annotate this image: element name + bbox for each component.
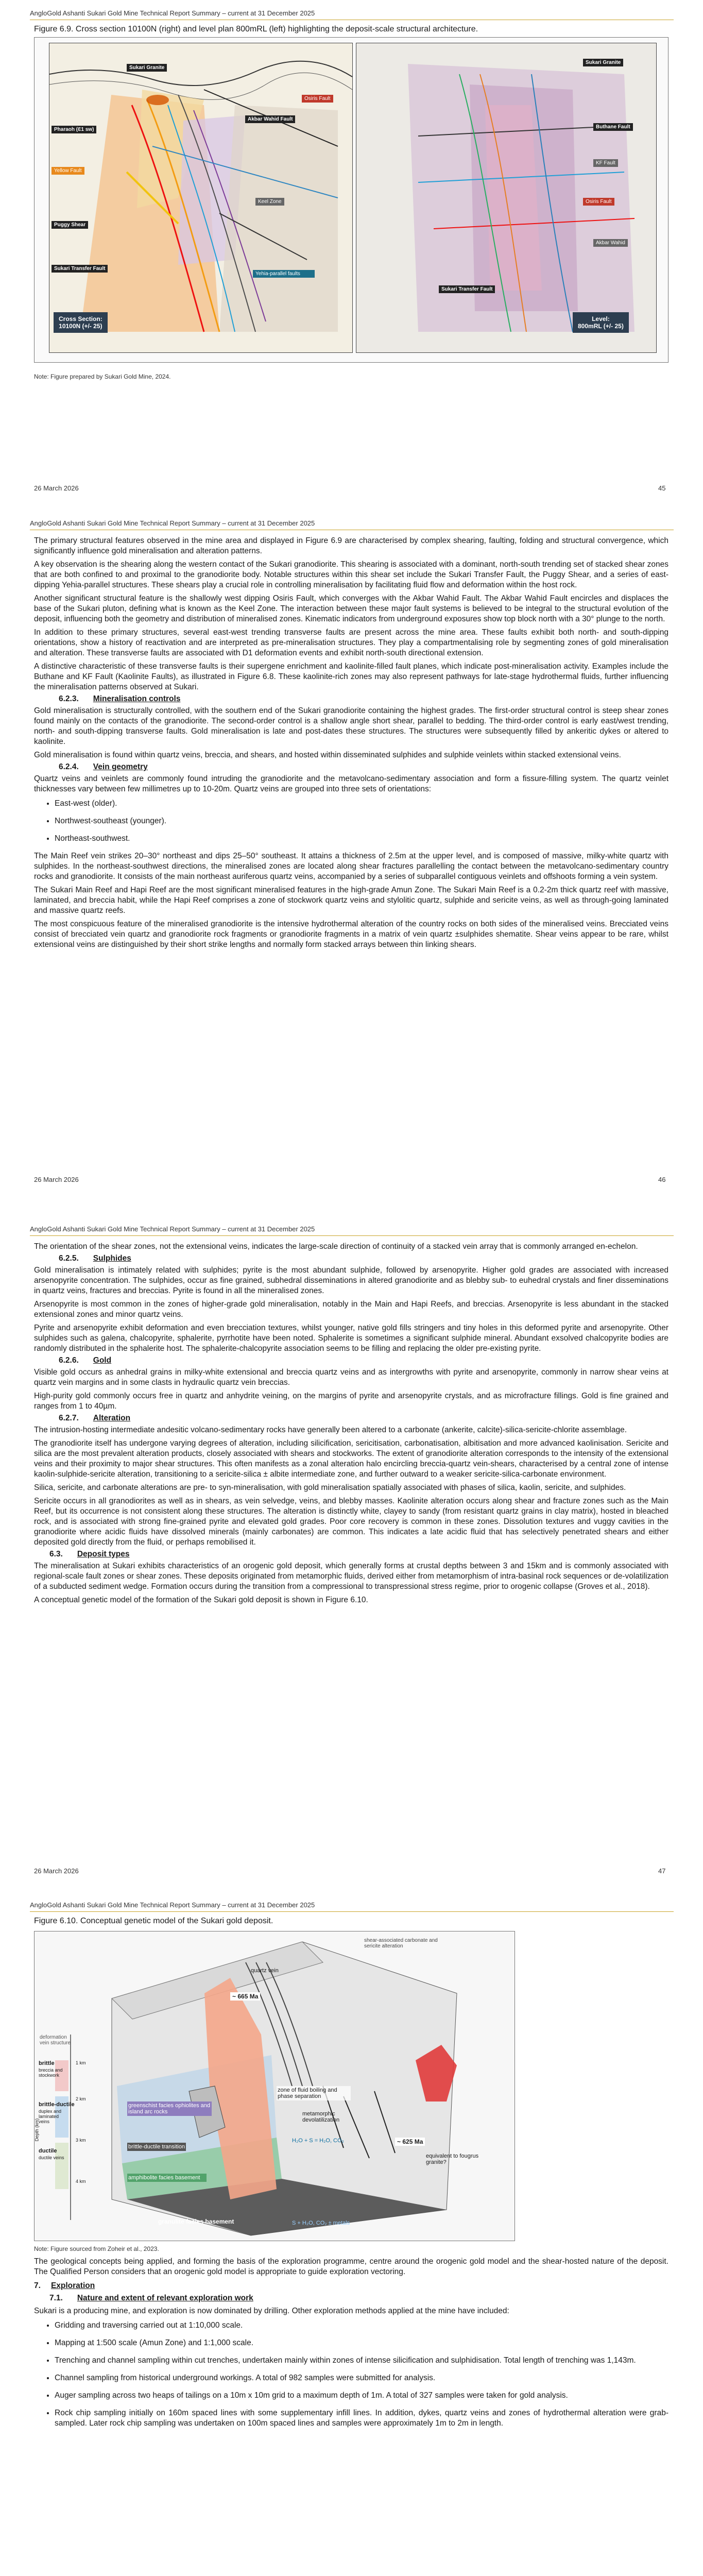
page-46-body [34,536,668,950]
section-title: Deposit types [77,1550,130,1558]
section-id: 10100N (+/- 25) [59,323,102,330]
label-keel-zone: Keel Zone [255,198,284,206]
level-badge [573,312,629,333]
paragraph: A conceptual genetic model of the formation of the Sukari gold deposit is shown in Figure 6.10. [34,1596,368,1604]
list-item: • East-west (older). [55,799,668,809]
list-item: • Auger sampling across two heaps of tailings on a 10m x 10m grid to a maximum depth of 1m. A total of 327 samples were taken for gold analysis. [55,2391,668,2401]
label-fougrus: equivalent to fougrus granite? [426,2153,479,2165]
label-pharaoh: Pharaoh (Ɛ1 sw) [52,126,96,133]
section-number: 7.1. [49,2294,63,2302]
paragraph: Visible gold occurs as anhedral grains in milky-white extensional and breccia quartz veins and as intergrowths with pyrite and arsenopyrite, commonly in narrow shear veins at quartz vein margins and in some clasts in hydraulic quartz vein breccias. [34,1368,668,1387]
label-devolatilization: metamorphic devolatilization [302,2111,340,2123]
section-number: 6.2.3. [59,694,79,703]
label-kf-fault: KF Fault [593,159,618,167]
paragraph: Arsenopyrite is most common in the zones of higher-grade gold mineralisation, notably in the Main and Hapi Reefs, and breccias. Arsenopyrite is less abundant in the stacked extensional zones and minor quartz veins. [34,1300,668,1319]
label-plan-osiris: Osiris Fault [583,198,614,206]
footer-date: 26 March 2026 [34,1867,79,1875]
paragraph: Another significant structural feature is the shallowly west dipping Osiris Fault, which converges with the Akbar Wahid Fault. The Akbar Wahid Fault encircles and displaces the base of the Sukari pluton, defining what is known as the Keel Zone. The interaction between these major fault systems is believed to be integral to the structural evolution of the deposit, influencing both the geometry and distribution of mineralised zones. Kinematic indicators from underground exposures show top block north with a 30° plunge to the north. [34,594,668,623]
section-6-2-6-heading [59,1356,668,1365]
paragraph: The Sukari Main Reef and Hapi Reef are the most significant mineralised features in the high-grade Amun Zone. The Sukari Main Reef is a 0.2-2m thick quartz reef with massive, laminated, and breccia habit, while the Hapi Reef comprises a zone of stockwork quartz veins and stylolitic quartz, sulphide and sericite veins, as well as through-going laminated and massive quartz reefs. [34,886,668,915]
label-akbar-wahid: Akbar Wahid Fault [245,115,295,123]
list-item: • Gridding and traversing carried out at 1:10,000 scale. [55,2320,668,2331]
label-quartz-vein: quartz vein [251,1968,279,1974]
figure-6-9-caption: Figure 6.9. Cross section 10100N (right) and level plan 800mRL (left) highlighting the deposit-scale structural architecture. [34,25,478,33]
section-title: Sulphides [93,1254,131,1263]
section-6-2-7-heading [59,1414,668,1423]
header-rule [30,1911,674,1912]
genetic-model-graphic [35,1931,515,2241]
section-title: Exploration [50,2281,95,2290]
section-6-2-3-heading [59,694,668,704]
label-plan-akbar: Akbar Wahid [593,239,628,247]
label-granulite: granulite facies basement [158,2218,234,2225]
paragraph: Gold mineralisation is found within quartz veins, breccia, and shears, and hosted within disseminated sulphides and sulphide veinlets within stacked extensional veins. [34,751,621,759]
paragraph: High-purity gold commonly occurs free in quartz and anhydrite veining, on the margins of pyrite and arsenopyrite crystals, and as microfracture fillings. Gold is fine grained and ranges from 1 to 40µm. [34,1392,668,1411]
label-greenschist: greenschist facies ophiolites and island arc rocks [127,2102,212,2116]
label-yellow-fault: Yellow Fault [52,167,84,175]
list-item: • Northeast-southwest. [55,834,668,844]
label-ductile-desc: ductile veins [39,2155,64,2160]
label-depth-1: 1 km [76,2060,86,2065]
label-fluid-boiling: zone of fluid boiling and phase separation [277,2086,351,2100]
page-47-body [34,1242,668,1605]
label-bd-transition: brittle-ductile transition [128,2144,185,2150]
paragraph: The intrusion-hosting intermediate andesitic volcano-sedimentary rocks have generally been altered to a carbonate (ankerite, calcite)-silica-sericite-chlorite assemblage. [34,1426,627,1434]
list-item: • Trenching and channel sampling within cut trenches, undertaken mainly within zones of intense silicification and sulphidisation. Total length of trenching was 1,143m. [55,2355,668,2366]
section-6-3-heading [49,1550,668,1559]
level-id: 800mRL (+/- 25) [578,323,624,330]
section-title: Mineralisation controls [93,694,181,703]
label-osiris: Osiris Fault [302,95,333,103]
label-depth-4: 4 km [76,2179,86,2184]
section-title: Gold [93,1356,112,1365]
label-deformation: deformation vein structure [40,2035,71,2046]
page-number: 47 [658,1867,666,1875]
page-header: AngloGold Ashanti Sukari Gold Mine Technical Report Summary – current at 31 December 2025 [30,519,315,527]
page-header: AngloGold Ashanti Sukari Gold Mine Technical Report Summary – current at 31 December 2025 [30,1901,315,1909]
page-number: 46 [658,1176,666,1183]
list-item: • Channel sampling from historical underground workings. A total of 982 samples were submitted for analysis. [55,2373,668,2383]
section-number: 6.3. [49,1550,63,1558]
section-7-heading [34,2281,668,2291]
label-age-665: ~ 665 Ma [230,1992,260,2001]
footer-date: 26 March 2026 [34,484,79,492]
section-6-2-5-heading [59,1254,668,1263]
paragraph: The orientation of the shear zones, not the extensional veins, indicates the large-scale direction of continuity of a stacked vein array that is commonly arranged en-echelon. [34,1242,638,1251]
section-title: Cross Section: [59,315,102,323]
list-item: • Mapping at 1:500 scale (Amun Zone) and 1:1,000 scale. [55,2338,668,2348]
cross-section-badge [54,312,108,333]
paragraph: The geological concepts being applied, and forming the basis of the exploration programme, centre around the orogenic gold model and the shear-hosted nature of the deposit. The Qualified Person considers that an orogenic gold model is appropriate to guide exploration vectoring. [34,2257,668,2276]
label-brittle-desc: breccia and stockwork [39,2067,63,2078]
paragraph: The primary structural features observed in the mine area and displayed in Figure 6.9 are characterised by complex shearing, faulting, folding and structural convergence, which significantly influence gold mineralisation and alteration patterns. [34,536,668,555]
paragraph: The granodiorite itself has undergone varying degrees of alteration, including silicification, sericitisation, carbonatisation, albitisation and more advanced kaolinisation. Sericite and silica are the most prevalent alteration products, closely associated with shears and stockworks. The extent of granodiorite alteration corresponds to the intensity of the extensional veins and their proximity to major shear structures. This often manifests as a zonal alteration halo encircling breccia-quartz vein-shears, characterised by a central zone of intense kaolin-sulphide-sericite alteration, transitioning to a sericite-silica ± albite intermediate zone, and further outward to a weaker sericite-silica-carbonate environment. [34,1439,668,1479]
section-number: 7. [34,2281,41,2290]
label-brittle: brittle [39,2060,55,2066]
label-plan-sukari-granite: Sukari Granite [583,59,623,66]
footer-date: 26 March 2026 [34,1176,79,1183]
label-brittle-ductile: brittle-ductile [39,2102,75,2108]
paragraph: Sukari is a producing mine, and exploration is now dominated by drilling. Other exploration methods applied at the mine have included: [34,2307,509,2315]
paragraph: The most conspicuous feature of the mineralised granodiorite is the intensive hydrothermal alteration of the country rocks on both sides of the mineralised veins. Brecciated veins consist of brecciated vein quartz and granodiorite rock fragments or granodiorite fragments in a matrix of vein quartz ±sulphides shematite. Shear veins appear to be rare, whilst extensional veins are distinguished by their short strike lengths and normally form stacked arrays between thin linking shears. [34,920,668,949]
section-7-1-heading [49,2294,668,2303]
paragraph: Pyrite and arsenopyrite exhibit deformation and even brecciation textures, whilst younger, native gold fills stringers and tiny holes in this deformed pyrite and arsenopyrite. Other sulphides such as galena, chalcopyrite, sphalerite, pyrrhotite have been noted. Sphalerite is sometimes a significant sulphide mineral. Abundant exsolved chalcopyrite bodies are randomly distributed in the sphalerite host. The sphalerite-chalcopyrite association seems to be filling and replacing the older pre-existing pyrite. [34,1324,668,1353]
paragraph: Silica, sericite, and carbonate alterations are pre- to syn-mineralisation, with gold mineralisation spatially associated with phases of silica, kaolin, sericite, and sulphides. [34,1483,626,1492]
list-item: • Rock chip sampling initially on 160m spaced lines with some supplementary infill lines. In addition, dykes, quartz veins and zones of hydrothermal alteration were grab-sampled. Later rock chip sampling was undertaken on 100m spaced lines and samples were approximately 1m to 2m in length. [55,2408,668,2429]
paragraph: The mineralisation at Sukari exhibits characteristics of an orogenic gold deposit, which generally forms at crustal depths between 3 and 15km and is commonly associated with regional-scale fault zones or shear zones. These deposits originated from metamorphic fluids, derived either from metamorphism of intra-basinal rock sequences or de-volatilization of a subducted sediment wedge. Formation occurs during the transition from a compressional to transpressional stress regime, prior to orogenic collapse (Groves et al., 2018). [34,1562,668,1591]
page-number: 45 [658,484,666,492]
page-header: AngloGold Ashanti Sukari Gold Mine Technical Report Summary – current at 31 December 2025 [30,9,315,17]
figure-6-9 [34,37,668,363]
section-6-2-4-heading [59,762,668,772]
label-buthane: Buthane Fault [593,123,633,131]
exploration-methods-list [34,2320,668,2429]
label-h2o: H₂O + S = H₂O, CO₂ [292,2138,344,2144]
label-ductile: ductile [39,2148,57,2154]
paragraph: Gold mineralisation is intimately related with sulphides; pyrite is the most abundant sulphide, followed by arsenopyrite. Higher gold grades are associated with increased arsenopyrite concentration. The sulphides, occur as fine grained, subhedral disseminations in altered granodiorite and as blebby sub- to euhedral crystals and finer disseminations in quartz veins, fractures and breccias. Pyrite is found in all the mineralised zones. [34,1266,668,1295]
label-sukari-granite: Sukari Granite [127,64,167,72]
section-number: 6.2.7. [59,1414,79,1422]
label-fluid-source: S + H₂O, CO₂ ± metals [292,2220,350,2226]
label-yehia: Yehia-parallel faults [253,270,315,278]
section-number: 6.2.6. [59,1356,79,1365]
label-depth-3: 3 km [76,2138,86,2143]
paragraph: Sericite occurs in all granodiorites as well as in shears, as vein selvedge, veins, and blebby masses. Kaolinite alteration occurs along shear and fracture zones such as the Main Reef, but its occurrence is not consistent along these structures. The alteration is distinctly white, clayey to sandy (from resistant quartz grains in clay matrix), hosted in bleached rock, and is associated with strong fine-grained pyrite and elevated gold grades. Poor core recovery is common in these zones. Dissolution textures and vuggy cavities in the granodiorite where acidic fluids have dissolved minerals (mainly carbonates) are common. This indicates a late acidic fluid that has selectively penetrated shears and either deposited gold directly from the fluid, or perhaps remobilised it. [34,1497,668,1547]
section-title: Alteration [93,1414,131,1422]
figure-6-10-caption: Figure 6.10. Conceptual genetic model of the Sukari gold deposit. [34,1917,273,1925]
level-plan-panel [356,43,657,353]
section-title: Vein geometry [93,762,148,771]
page-48-body [34,2257,668,2436]
cross-section-graphic [49,43,352,352]
section-number: 6.2.4. [59,762,79,771]
section-number: 6.2.5. [59,1254,79,1263]
figure-6-10-note: Note: Figure sourced from Zoheir et al., 2023. [34,2245,159,2252]
list-item: • Northwest-southeast (younger). [55,816,668,826]
section-title: Nature and extent of relevant exploration work [77,2294,253,2302]
label-depth-2: 2 km [76,2096,86,2102]
paragraph: A key observation is the shearing along the western contact of the Sukari granodiorite. This shearing is associated with a dominant, north-south trending set of stacked shear zones that are both confined to and proximal to the granodiorite body. Notable structures within this shear set include the Sukari Transfer Fault, the Puggy Shear, and a series of east-dipping Yehia-parallel structures. These shears play a crucial role in controlling mineralisation by facilitating fluid flow and deformation within the host rock. [34,560,668,589]
label-depth-axis: Depth (km) [34,2118,40,2142]
paragraph: A distinctive characteristic of these transverse faults is their supergene enrichment and kaolinite-filled fault planes, which indicate post-mineralisation activity. Examples include the Buthane and KF Fault (Kaolinite Faults), as illustrated in Figure 6.8. These kaolinite-rich zones may also represent pathways for late-stage hydrothermal fluids, further influencing the mineralisation patterns observed at Sukari. [34,662,668,691]
label-bd-desc: duplex and laminated veins [39,2109,62,2124]
label-plan-transfer: Sukari Transfer Fault [439,285,495,293]
paragraph: Quartz veins and veinlets are commonly found intruding the granodiorite and the metavolcano-sedimentary association and form a fissure-filling system. The quartz veinlet thicknesses vary between few millimetres up to 10-20m. Quartz veins are grouped into three sets of orientations: [34,774,668,793]
paragraph: The Main Reef vein strikes 20–30° northeast and dips 25–50° southeast. It attains a thickness of 2.5m at the upper level, and is composed of massive, milky-white quartz with sulphides. In the northeast-southwest directions, the mineralised zones are located along shear fractures parallelling the contact between the metavolcano-sedimentary country rocks and granodiorite. It consists of the main northeast auriferous quartz veins, accompanied by a series of subparallel contiguous veinlets and offshoots forming a vein system. [34,852,668,881]
header-rule [30,1235,674,1236]
cross-section-panel [49,43,353,353]
level-title: Level: [592,315,610,323]
label-age-625: ~ 625 Ma [395,2138,425,2146]
label-shear-alteration: shear-associated carbonate and sericite alteration [364,1938,438,1949]
label-amphibolite: amphibolite facies basement [127,2174,207,2182]
paragraph: In addition to these primary structures, several east-west trending transverse faults are present across the mine area. These faults exhibit both north- and south-dipping orientations, show a history of reactivation and are interpreted as pre-mineralisation structures. They play a compartmentalising role by segmenting zones of gold mineralisation and alteration. These transverse faults are associated with D1 deformation events and exhibit north-south directional extension. [34,628,668,657]
figure-6-10 [34,1931,515,2241]
figure-6-9-note: Note: Figure prepared by Sukari Gold Mine, 2024. [34,373,171,380]
vein-sets-list [34,799,668,844]
label-puggy-shear: Puggy Shear [52,221,88,229]
page-header: AngloGold Ashanti Sukari Gold Mine Technical Report Summary – current at 31 December 2025 [30,1225,315,1233]
paragraph: Gold mineralisation is structurally controlled, with the southern end of the Sukari granodiorite containing the highest grades. The first-order structural control is steep shear zones found mainly on the contacts of the granodiorite. The second-order control is a shallow angle short shear, parallel to bedding. The third-order control is early east/west trending, north- and south-dipping transverse faults. Gold mineralisation is late and post-dates these structures. The structures were subsequently filled by ankeritic dykes or altered to kaolinite. [34,706,668,746]
label-sukari-transfer: Sukari Transfer Fault [52,265,108,273]
